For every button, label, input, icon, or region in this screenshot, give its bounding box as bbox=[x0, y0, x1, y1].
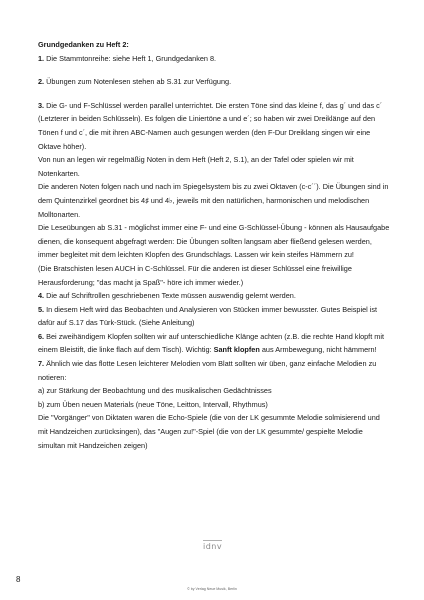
item-text: Die G- und F-Schlüssel werden parallel unterrichtet. Die ersten Töne sind das kleine f, das g´ und das c´ (Letzterer in beiden Schlüsseln). Es folgen die Liniertöne a und e´; so haben wir zwei Dreiklänge auf den Tönen f und c´, die mit ihren ABC-Namen auch gesungen werden (den F-Dur Dreiklang singen wir eine Oktave höher). bbox=[38, 100, 383, 151]
emphasis-text: Sanft klopfen bbox=[213, 345, 260, 355]
item-number: 5. bbox=[38, 304, 45, 314]
watermark-logo: idnv bbox=[203, 542, 223, 551]
paragraph-3-part-2: Von nun an legen wir regelmäßig Noten in dem Heft (Heft 2, S.1), an der Tafel oder spielen wir mit Notenkarten. bbox=[38, 155, 354, 178]
list-item-b: b) zum Üben neuen Materials (neue Töne, Leitton, Intervall, Rhythmus) bbox=[38, 399, 268, 409]
item-text: Die Stammtonreihe: siehe Heft 1, Grundgedanken 8. bbox=[44, 53, 217, 63]
item-text-tail: aus Armbewegung, nicht hämmern! bbox=[259, 345, 377, 355]
paragraph-1 bbox=[38, 52, 390, 66]
paragraph-3-part-4: Die Leseübungen ab S.31 - möglichst immer eine F- und eine G-Schlüssel-Übung - können als Hausaufgabe dienen, die konsequent abgefragt werden: Die Übungen sollten langsam aber fließend gelesen werden, immer begleitet mit dem leichten Klopfen des Grundschlags. Lassen wir kein steifes Hämmern zu! bbox=[38, 223, 390, 260]
item-number: 6. bbox=[38, 331, 45, 341]
footer-credit: © by Verlag Neue Musik, Berlin bbox=[187, 587, 237, 591]
paragraph-7 bbox=[38, 357, 390, 384]
paragraph-4 bbox=[38, 289, 390, 303]
item-text: Bei zweihändigem Klopfen sollten wir auf unterschiedliche Klänge achten (z.B. die rechte Hand klopft mit einem Bleistift, die linke flach auf dem Tisch). Wichtig: bbox=[38, 331, 384, 355]
item-text: Ähnlich wie das flotte Lesen leichterer Melodien vom Blatt sollten wir üben, ganz einfache Melodien zu notieren: bbox=[38, 359, 377, 382]
page-number: 8 bbox=[16, 575, 21, 584]
item-number: 1. bbox=[38, 53, 45, 63]
paragraph-6 bbox=[38, 330, 390, 357]
paragraph-7-part-2: Die "Vorgänger" von Diktaten waren die Echo-Spiele (die von der LK gesummte Melodie solmisierend und mit Handzeichen zurücksingen), das "Augen zu!"-Spiel (die von der LK gesummte/ gespielte Melodie simultan mit Handzeichen zeigen) bbox=[38, 413, 380, 450]
item-text: Übungen zum Notenlesen stehen ab S.31 zur Verfügung. bbox=[44, 77, 232, 87]
paragraph-5 bbox=[38, 303, 390, 330]
item-number: 2. bbox=[38, 77, 45, 87]
list-item-a: a) zur Stärkung der Beobachtung und des musikalischen Gedächtnisses bbox=[38, 386, 272, 396]
item-text: In diesem Heft wird das Beobachten und Analysieren von Stücken immer bewusster. Gutes Beispiel ist dafür auf S.17 das Türk-Stück. (Siehe Anleitung) bbox=[38, 304, 378, 328]
item-text: Die auf Schriftrollen geschriebenen Texte müssen auswendig gelernt werden. bbox=[44, 291, 296, 301]
paragraph-2 bbox=[38, 75, 390, 89]
paragraph-3 bbox=[38, 99, 390, 153]
document-title: Grundgedanken zu Heft 2: bbox=[38, 40, 129, 49]
document-body bbox=[38, 38, 390, 452]
item-number: 4. bbox=[38, 291, 45, 301]
paragraph-3-part-3: Die anderen Noten folgen nach und nach im Spiegelsystem bis zu zwei Oktaven (c-c´´). Die Übungen sind in dem Quintenzirkel geordnet bis 4♯ und 4♭, jeweils mit den natürlichen, harmonischen und melodischen Molltonarten. bbox=[38, 182, 389, 219]
paragraph-3-part-5: (Die Bratschisten lesen AUCH in C-Schlüssel. Für die anderen ist dieser Schlüssel eine freiwillige Herausforderung; "das macht ja Spaß"- höre ich immer wieder.) bbox=[38, 263, 352, 287]
item-number: 7. bbox=[38, 359, 45, 369]
item-number: 3. bbox=[38, 100, 45, 110]
